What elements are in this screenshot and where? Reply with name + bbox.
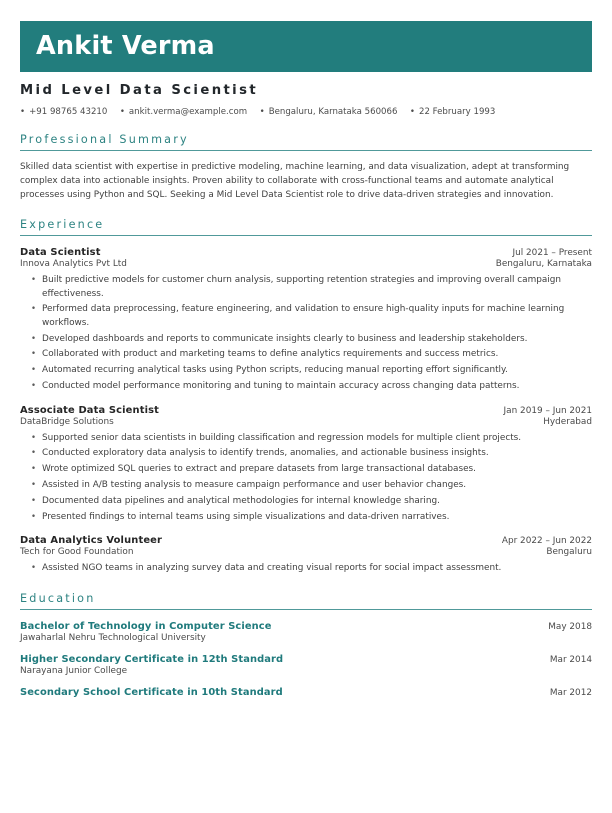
experience-organization: Innova Analytics Pvt Ltd (20, 259, 127, 270)
section-experience (20, 218, 592, 575)
education-date: Mar 2012 (549, 687, 592, 698)
experience-entry (20, 247, 592, 393)
education-degree: Higher Secondary Certificate in 12th Standard (20, 653, 284, 665)
contact-email[interactable]: • ankit.verma@example.com (120, 107, 247, 117)
experience-bullet: • Performed data preprocessing, feature engineering, and validation to ensure high-quality inputs for machine learning workflows. (42, 303, 592, 330)
contact-location: • Bengaluru, Karnataka 560066 (260, 107, 398, 117)
experience-bullet: • Conducted exploratory data analysis to identify trends, anomalies, and actionable business insights. (42, 447, 592, 460)
contact-separator (107, 107, 112, 117)
name-banner (20, 21, 592, 72)
experience-entry (20, 535, 592, 575)
experience-bullet: • Supported senior data scientists in building classification and regression models for multiple client projects. (42, 432, 592, 445)
experience-list (20, 247, 592, 575)
experience-bullet-list (20, 432, 592, 525)
experience-organization: Tech for Good Foundation (20, 547, 134, 558)
experience-organization: DataBridge Solutions (20, 416, 114, 427)
summary-body: Skilled data scientist with expertise in predictive modeling, machine learning, and data visualization, adept at transforming complex data into actionable insights. Proven ability to collaborate with cross-functional teams and automate analytical processes using Python and SQL. Seeking a Mid Level Data Scientist role to drive data-driven strategies and innovation. (20, 162, 570, 201)
experience-entry-header (20, 405, 592, 416)
experience-dates: Apr 2022 – Jun 2022 (501, 536, 592, 547)
experience-location: Bengaluru, Karnataka (495, 259, 592, 270)
contact-separator (397, 107, 402, 117)
experience-bullet: • Developed dashboards and reports to communicate insights clearly to business and leadership stakeholders. (42, 333, 592, 346)
experience-bullet: • Assisted NGO teams in analyzing survey data and creating visual reports for social impact assessment. (42, 562, 592, 575)
contact-separator (247, 107, 252, 117)
education-entry (20, 621, 592, 643)
education-list (20, 621, 592, 698)
contact-line (20, 107, 592, 117)
experience-bullet: • Documented data pipelines and analytical methodologies for internal knowledge sharing. (42, 495, 592, 508)
experience-bullet: • Presented findings to internal teams using simple visualizations and data-driven narratives. (42, 511, 592, 524)
education-degree: Bachelor of Technology in Computer Science (20, 620, 272, 632)
experience-entry (20, 405, 592, 525)
experience-bullet-list (20, 274, 592, 393)
experience-bullet: • Wrote optimized SQL queries to extract and prepare datasets from large transactional databases. (42, 463, 592, 476)
experience-entry-header (20, 535, 592, 546)
candidate-job-title: Mid Level Data Scientist (20, 83, 259, 98)
contact-date-of-birth: • 22 February 1993 (410, 107, 495, 117)
experience-bullet-list (20, 562, 592, 575)
experience-entry-subheader (20, 547, 592, 557)
education-degree: Secondary School Certificate in 10th Standard (20, 686, 283, 698)
education-entry (20, 687, 592, 698)
section-heading-education: Education (20, 592, 592, 610)
education-entry-header (20, 687, 592, 698)
experience-bullet: • Built predictive models for customer churn analysis, supporting retention strategies and improving overall campaign effectiveness. (42, 274, 592, 301)
section-education (20, 592, 592, 698)
education-entry (20, 654, 592, 676)
candidate-name: Ankit Verma (36, 30, 215, 61)
experience-location: Hyderabad (543, 416, 592, 427)
education-entry-header (20, 654, 592, 665)
education-school: Narayana Junior College (20, 665, 128, 676)
experience-entry-subheader (20, 259, 592, 269)
section-professional-summary (20, 133, 592, 202)
experience-title: Data Analytics Volunteer (20, 535, 163, 547)
section-heading-summary: Professional Summary (20, 133, 592, 151)
experience-dates: Jul 2021 – Present (512, 248, 592, 259)
education-school: Jawaharlal Nehru Technological University (20, 632, 206, 643)
education-entry-header (20, 621, 592, 632)
experience-bullet: • Automated recurring analytical tasks using Python scripts, reducing manual reporting effort significantly. (42, 364, 592, 377)
experience-location: Bengaluru (546, 547, 592, 558)
experience-dates: Jan 2019 – Jun 2021 (503, 405, 592, 416)
education-date: May 2018 (548, 621, 592, 632)
education-date: Mar 2014 (549, 654, 592, 665)
resume-page (0, 21, 612, 813)
contact-phone: • +91 98765 43210 (20, 107, 107, 117)
experience-entry-subheader (20, 417, 592, 427)
experience-bullet: • Assisted in A/B testing analysis to measure campaign performance and user behavior changes. (42, 479, 592, 492)
experience-entry-header (20, 247, 592, 258)
experience-bullet: • Conducted model performance monitoring and tuning to maintain accuracy across changing data patterns. (42, 380, 592, 393)
section-heading-experience: Experience (20, 218, 592, 236)
experience-title: Data Scientist (20, 247, 101, 259)
experience-title: Associate Data Scientist (20, 404, 160, 416)
experience-bullet: • Collaborated with product and marketing teams to define analytics requirements and success metrics. (42, 348, 592, 361)
